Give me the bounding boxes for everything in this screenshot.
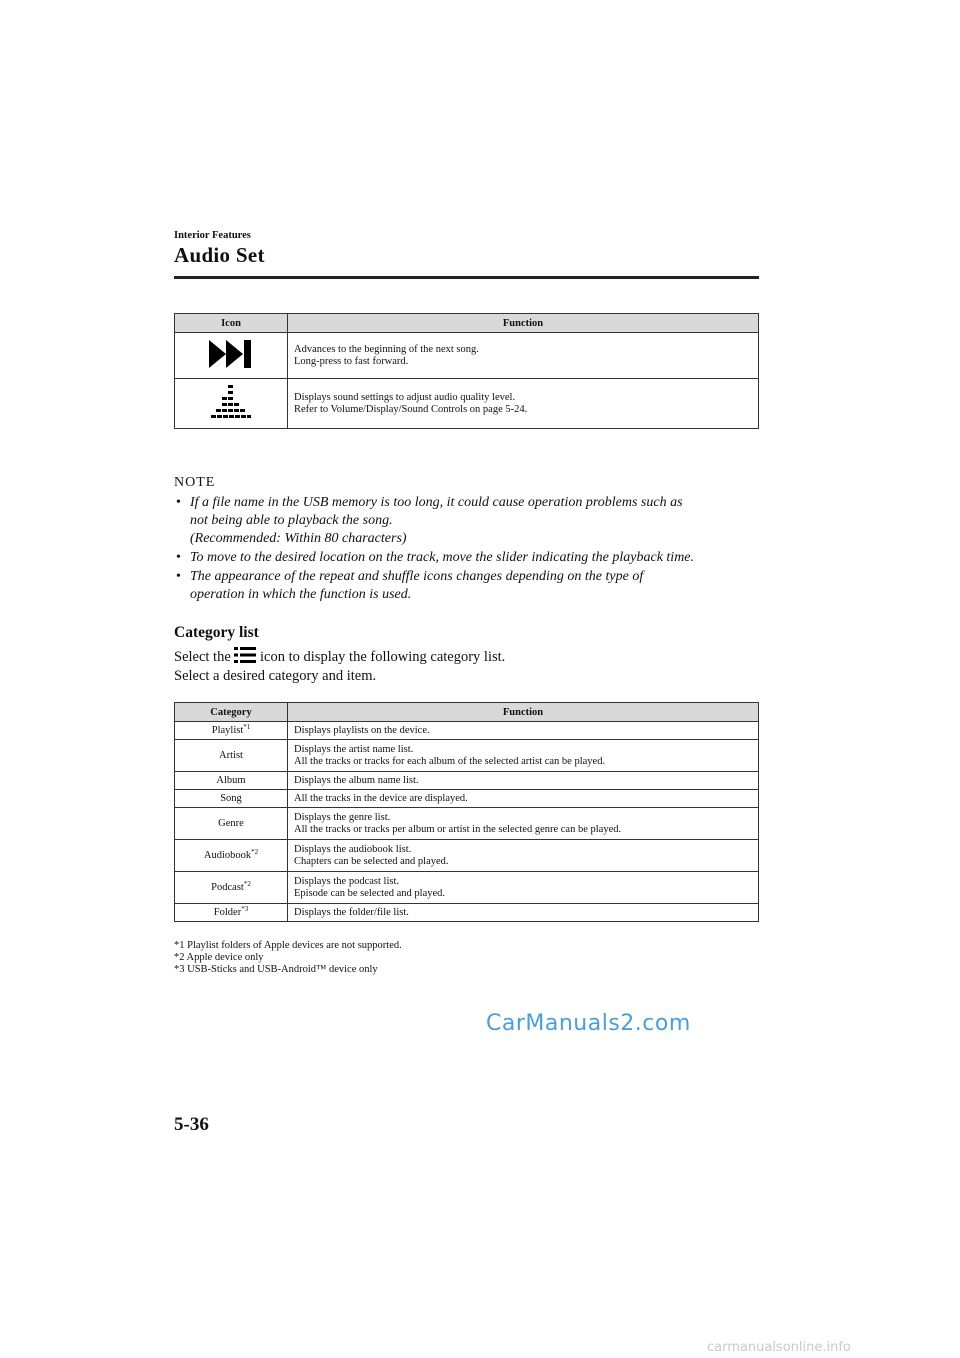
category-list-heading: Category list [174, 624, 259, 641]
category-cell: Playlist$^{*1}$ [175, 722, 288, 740]
category-intro [174, 647, 505, 686]
table-row [175, 808, 759, 840]
category-cell: Artist [175, 740, 288, 772]
column-header-function: Function [288, 314, 759, 333]
note-line: If a file name in the USB memory is too long, it could cause operation problems such as [190, 495, 683, 510]
function-cell: Displays playlists on the device. [288, 722, 759, 740]
category-cell: Folder$^{*3}$ [175, 904, 288, 922]
category-cell: Audiobook$^{*2}$ [175, 840, 288, 872]
category-cell: Album [175, 772, 288, 790]
note-line: operation in which the function is used. [190, 587, 412, 602]
footnote-mark: *1 [243, 723, 251, 731]
function-cell: Displays the artist name list. All the tracks or tracks for each album of the selected artist can be played. [288, 740, 759, 772]
function-cell: Displays the folder/file list. [288, 904, 759, 922]
function-line: Refer to Volume/Display/Sound Controls on page 5-24. [294, 403, 528, 415]
footnote: *3 USB-Sticks and USB-Android™ device only [174, 964, 378, 975]
footnote: *1 Playlist folders of Apple devices are not supported. [174, 940, 402, 951]
skip-next-icon [209, 340, 253, 368]
category-cell: Genre [175, 808, 288, 840]
page-title: Audio Set [174, 243, 265, 267]
equalizer-icon [211, 385, 251, 419]
bullet-icon: • [176, 495, 181, 510]
footnotes [174, 940, 402, 976]
icon-cell [175, 379, 288, 429]
table-header-row [175, 314, 759, 333]
heading-rule [174, 276, 759, 279]
page-number: 5-36 [174, 1114, 209, 1135]
section-label: Interior Features [174, 230, 251, 241]
column-header-function: Function [288, 703, 759, 722]
watermark-link[interactable]: CarManuals2.com [486, 1011, 691, 1036]
intro-text: Select the [174, 649, 231, 665]
table-row [175, 790, 759, 808]
function-line: Long-press to fast forward. [294, 355, 409, 367]
intro-text: icon to display the following category list. [260, 649, 506, 665]
note-box [174, 475, 774, 604]
table-row [175, 379, 759, 429]
column-header-category: Category [175, 703, 288, 722]
footer-watermark: carmanualsonline.info [707, 1340, 851, 1355]
table-row [175, 740, 759, 772]
function-cell: All the tracks in the device are displayed. [288, 790, 759, 808]
category-cell: Podcast$^{*2}$ [175, 872, 288, 904]
footnote-mark: *3 [241, 905, 249, 913]
note-title: NOTE [174, 475, 216, 490]
function-cell [288, 379, 759, 429]
footnote: *2 Apple device only [174, 952, 264, 963]
table-row [175, 904, 759, 922]
category-table [174, 702, 759, 922]
table-row [175, 840, 759, 872]
function-cell: Displays the audiobook list. Chapters can be selected and played. [288, 840, 759, 872]
function-cell [288, 333, 759, 379]
bullet-icon: • [176, 550, 181, 565]
table-row [175, 872, 759, 904]
column-header-icon: Icon [175, 314, 288, 333]
icon-cell [175, 333, 288, 379]
bullet-icon: • [176, 569, 181, 584]
footnote-mark: *2 [251, 848, 259, 856]
category-cell: Song [175, 790, 288, 808]
function-cell: Displays the genre list. All the tracks or tracks per album or artist in the selected genre can be played. [288, 808, 759, 840]
note-item [174, 494, 774, 548]
note-item [174, 568, 774, 604]
list-icon [234, 647, 256, 663]
table-row [175, 333, 759, 379]
note-line: (Recommended: Within 80 characters) [190, 531, 407, 546]
table-header-row [175, 703, 759, 722]
icon-function-table [174, 313, 759, 429]
footnote-mark: *2 [243, 880, 251, 888]
note-item [174, 549, 774, 567]
table-row [175, 722, 759, 740]
function-cell: Displays the podcast list. Episode can be selected and played. [288, 872, 759, 904]
note-line: The appearance of the repeat and shuffle icons changes depending on the type of [190, 569, 644, 584]
table-row [175, 772, 759, 790]
intro-text-line2: Select a desired category and item. [174, 668, 377, 684]
note-line: not being able to playback the song. [190, 513, 393, 528]
note-line: To move to the desired location on the track, move the slider indicating the playback time. [190, 550, 695, 565]
function-line: Advances to the beginning of the next song. [294, 343, 479, 355]
function-cell: Displays the album name list. [288, 772, 759, 790]
function-line: Displays sound settings to adjust audio quality level. [294, 391, 516, 403]
